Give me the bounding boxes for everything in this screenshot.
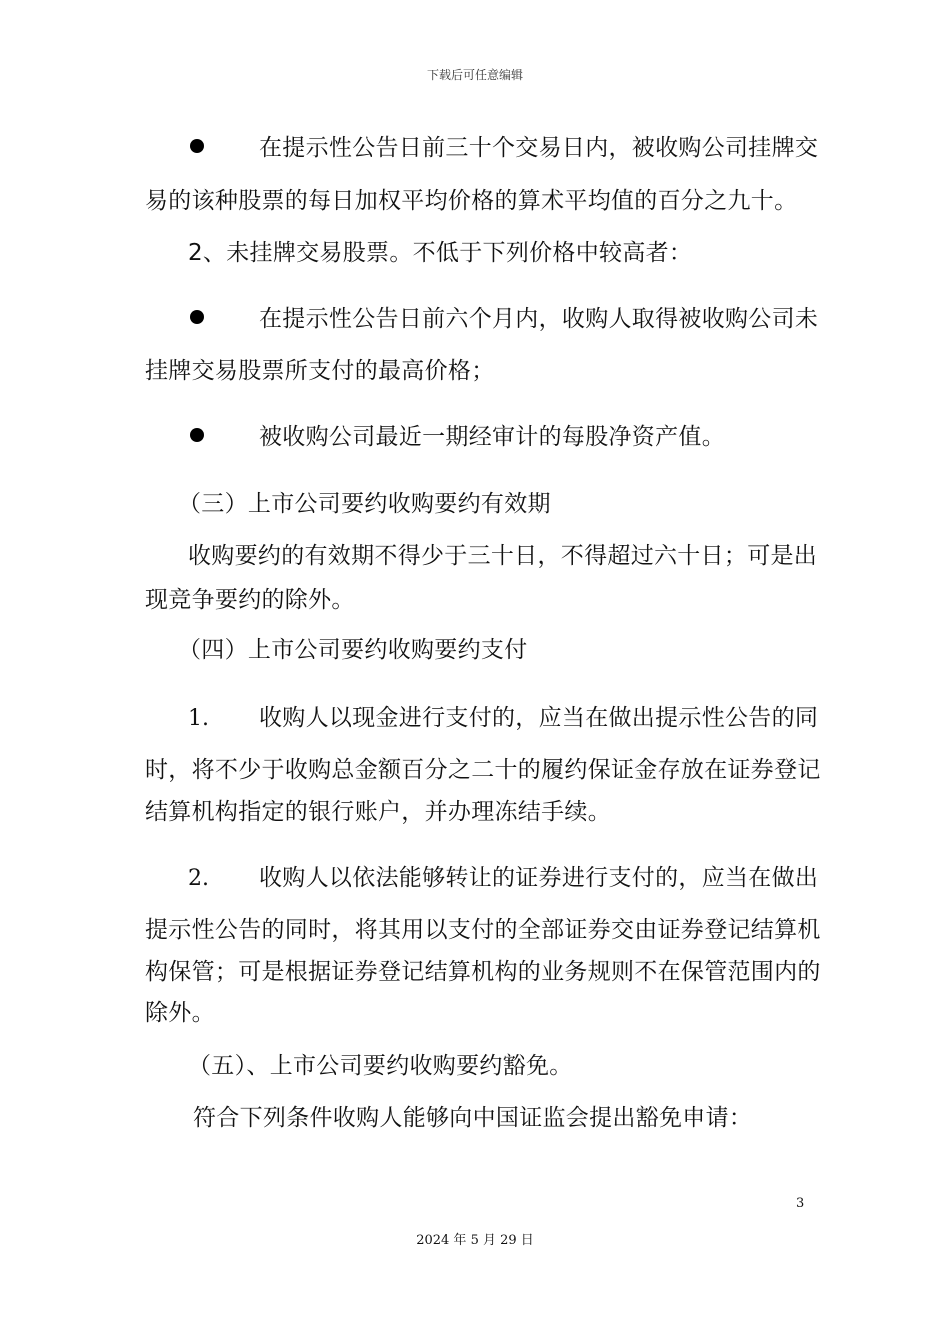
text-line: 符合下列条件收购人能够向中国证监会提出豁免申请： [193,1105,753,1131]
text-line: 收购要约的有效期不得少于三十日，不得超过六十日；可是出 [188,543,818,569]
section-heading: （三）上市公司要约收购要约有效期 [178,491,551,517]
section-heading: （五）、上市公司要约收购要约豁免。 [188,1053,573,1079]
text-line: 2、未挂牌交易股票。不低于下列价格中较高者： [188,240,693,266]
bullet-icon [190,310,204,324]
text-line: 易的该种股票的每日加权平均价格的算术平均值的百分之九十。 [145,188,798,214]
text-line: 收购人以现金进行支付的，应当在做出提示性公告的同 [259,705,819,731]
list-number: 1. [188,706,209,731]
text-line: 收购人以依法能够转让的证券进行支付的，应当在做出 [259,865,819,891]
text-line: 时，将不少于收购总金额百分之二十的履约保证金存放在证券登记 [145,757,821,783]
list-number: 2. [188,866,209,891]
page-header: 下载后可任意编辑 [426,68,523,82]
text-line: 结算机构指定的银行账户，并办理冻结手续。 [145,799,611,825]
page-footer-date: 2024 年 5 月 29 日 [416,1233,534,1248]
text-line: 除外。 [145,1000,215,1026]
text-line: 构保管；可是根据证券登记结算机构的业务规则不在保管范围内的 [145,959,821,985]
text-line: 在提示性公告日前六个月内，收购人取得被收购公司未 [259,306,819,332]
text-line: 提示性公告的同时，将其用以支付的全部证券交由证券登记结算机 [145,917,821,943]
section-heading: （四）上市公司要约收购要约支付 [178,637,528,663]
text-line: 挂牌交易股票所支付的最高价格； [145,358,495,384]
text-line: 被收购公司最近一期经审计的每股净资产值。 [259,424,725,450]
bullet-icon [190,139,204,153]
text-line: 现竞争要约的除外。 [145,587,355,613]
text-line: 在提示性公告日前三十个交易日内，被收购公司挂牌交 [259,135,819,161]
bullet-icon [190,428,204,442]
page-number: 3 [796,1196,805,1211]
